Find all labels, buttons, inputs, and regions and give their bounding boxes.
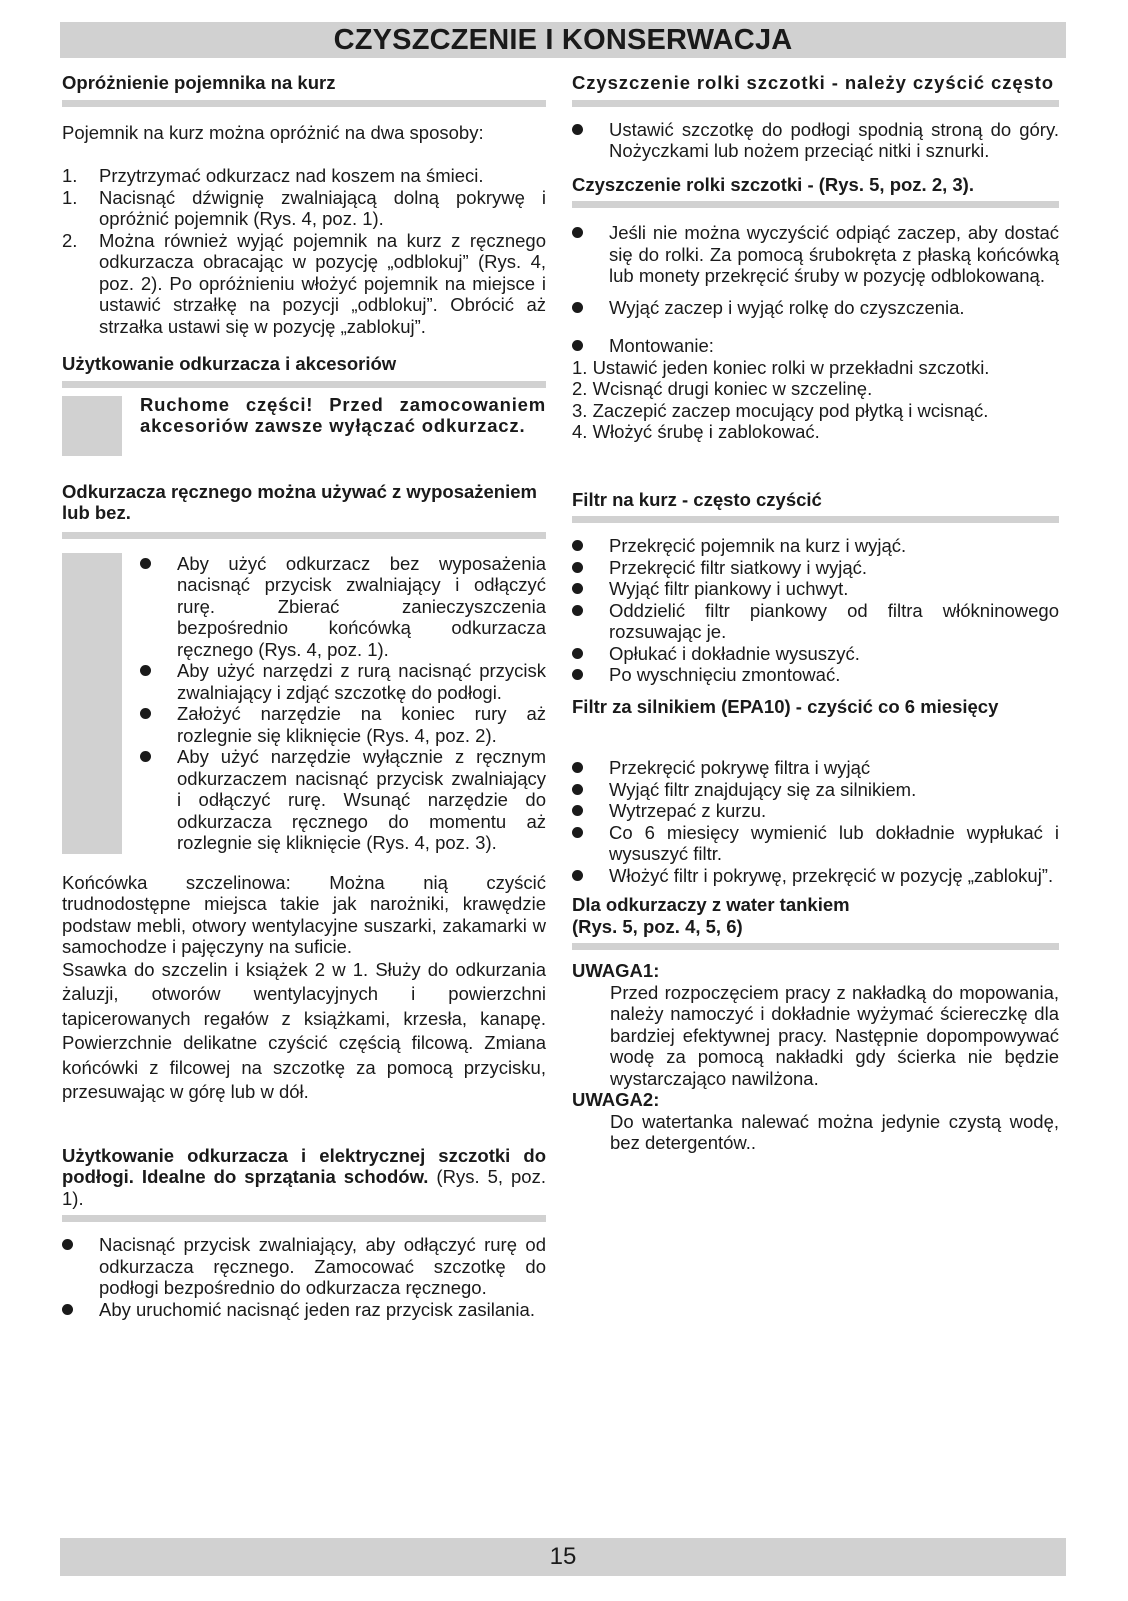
section-heading-brush-roll: Czyszczenie rolki szczotki - należy czyścić często <box>572 72 1054 93</box>
section-heading-dust-filter: Filtr na kurz - często czyścić <box>572 488 822 510</box>
note2-label: UWAGA2: <box>572 1089 660 1110</box>
list-item: Oddzielić filtr piankowy od filtra włókninowego rozsuwając je. <box>572 600 1059 643</box>
bullet-icon <box>62 1239 73 1250</box>
bullet-icon <box>572 583 583 594</box>
bullet-icon <box>62 1304 73 1315</box>
list-item: 2. Można również wyjąć pojemnik na kurz z ręcznego odkurzacza obracając w pozycję „odblokuj” (Rys. 4, poz. 2). Po opróżnieniu włożyć pojemnik na miejsce i ustawić strzałkę na pozycji „odblokuj”. Obrócić aż strzałka ustawi się w pozycję „zablokuj”. <box>62 229 546 337</box>
section-rule <box>62 100 546 107</box>
dust-steps-list <box>62 165 546 337</box>
warning-text: Ruchome części! Przed zamocowaniem akcesoriów zawsze wyłączać odkurzacz. <box>140 393 546 436</box>
section-rule <box>62 381 546 388</box>
crevice-tool-paragraph: Końcówka szczelinowa: Można nią czyścić trudnodostępne miejsca takie jak narożniki, krawędzie podstaw mebli, otwory wentylacyjne suszarki, zakamarki w samochodze i pajęczyny na suficie. <box>62 871 546 957</box>
bullet-icon <box>140 665 151 676</box>
section-rule <box>62 532 546 539</box>
section-heading-handheld: Odkurzacza ręcznego można używać z wyposażeniem lub bez. <box>62 480 537 523</box>
bullet-icon <box>572 340 583 351</box>
section-heading-dust-container: Opróżnienie pojemnika na kurz <box>62 72 336 93</box>
list-item: Przekręcić pokrywę filtra i wyjąć <box>572 757 1059 779</box>
list-item: Ustawić szczotkę do podłogi spodnią stroną do góry. Nożyczkami lub nożem przeciąć nitki i sznurki. <box>572 119 1059 162</box>
note2-text: Do watertanka nalewać można jedynie czystą wodę, bez detergentów.. <box>610 1110 1059 1153</box>
note1-label: UWAGA1: <box>572 960 660 981</box>
list-item: Przekręcić filtr siatkowy i wyjąć. <box>572 557 1059 579</box>
bullet-icon <box>572 827 583 838</box>
list-item: Przekręcić pojemnik na kurz i wyjąć. <box>572 535 1059 557</box>
dust-intro: Pojemnik na kurz można opróżnić na dwa sposoby: <box>62 121 484 143</box>
section-heading-electric-brush: Użytkowanie odkurzacza i elektrycznej szczotki do podłogi. Idealne do sprzątania schodów. (Rys. 5, poz. 1). <box>62 1144 546 1209</box>
page-title: CZYSZCZENIE I KONSERWACJA <box>333 23 793 56</box>
section-heading-motor-filter: Filtr za silnikiem (EPA10) - czyścić co 6 miesięcy <box>572 695 999 717</box>
page-number: 15 <box>549 1543 577 1570</box>
brush-roll-steps-list <box>572 222 1059 357</box>
list-item: Wyjąć filtr piankowy i uchwyt. <box>572 578 1059 600</box>
mounting-step: 3. Zaczepić zaczep mocujący pod płytką i wcisnąć. <box>572 399 989 421</box>
bullet-icon <box>572 124 583 135</box>
section-rule <box>572 943 1059 950</box>
footer-bar <box>60 1538 1066 1576</box>
list-item: 1. Nacisnąć dźwignię zwalniającą dolną pokrywę i opróżnić pojemnik (Rys. 4, poz. 1). <box>62 186 546 229</box>
warning-box <box>62 394 546 456</box>
section-heading-water-tank: Dla odkurzaczy z water tankiem <box>572 894 850 915</box>
book-nozzle-paragraph: Ssawka do szczelin i książek 2 w 1. Służy do odkurzania żaluzji, otworów wentylacyjnych i powierzchni tapicerowanych regałów z książkami, krzesła, kanapę. Powierzchnie delikatne czyścić częścią filcową. Zmiana końcówki z filcowej na szczotkę za pomocą przycisku, przesuwając w górę lub w dół. <box>62 958 546 1102</box>
list-item: Aby użyć odkurzacz bez wyposażenia nacisnąć przycisk zwalniający i odłączyć rurę. Zbierać zanieczyszczenia bezpośrednio końcówką odkurzacza ręcznego (Rys. 4, poz. 1). <box>140 553 546 661</box>
bullet-icon <box>140 558 151 569</box>
bullet-icon <box>140 708 151 719</box>
mounting-step: 1. Ustawić jeden koniec rolki w przekładni szczotki. <box>572 356 990 378</box>
list-item: Wyjąć filtr znajdujący się za silnikiem. <box>572 779 1059 801</box>
mounting-step: 2. Wcisnąć drugi koniec w szczelinę. <box>572 378 873 399</box>
list-item: Założyć narzędzie na koniec rury aż rozlegnie się kliknięcie (Rys. 4, poz. 2). <box>140 703 546 746</box>
handheld-block <box>62 553 546 854</box>
bullet-icon <box>572 762 583 773</box>
section-rule <box>572 201 1059 208</box>
section-heading-water-tank-ref: (Rys. 5, poz. 4, 5, 6) <box>572 915 743 937</box>
list-item: Włożyć filtr i pokrywę, przekręcić w pozycję „zablokuj”. <box>572 865 1059 887</box>
list-item: Co 6 miesięcy wymienić lub dokładnie wypłukać i wysuszyć filtr. <box>572 822 1059 865</box>
title-bar <box>60 22 1066 58</box>
bullet-icon <box>572 805 583 816</box>
list-item: Montowanie: <box>572 335 1059 357</box>
handheld-bullet-list <box>140 553 546 854</box>
bullet-icon <box>572 605 583 616</box>
section-heading-brush-roll-ref: Czyszczenie rolki szczotki - (Rys. 5, poz. 2, 3). <box>572 173 974 195</box>
bullet-icon <box>140 751 151 762</box>
electric-brush-bullet-list <box>62 1234 546 1320</box>
list-item: Aby uruchomić nacisnąć jeden raz przycisk zasilania. <box>62 1299 546 1321</box>
bullet-icon <box>572 302 583 313</box>
list-item: Wyjąć zaczep i wyjąć rolkę do czyszczenia. <box>572 297 1059 319</box>
section-heading-accessories: Użytkowanie odkurzacza i akcesoriów <box>62 353 397 374</box>
section-rule <box>572 516 1059 523</box>
mounting-step: 4. Włożyć śrubę i zablokować. <box>572 421 820 442</box>
note1-text: Przed rozpoczęciem pracy z nakładką do mopowania, należy namoczyć i dokładnie wyżymać ściereczkę dla bardziej efektywnej pracy. Następnie dopompowywać wodę za pomocą nakładki gdy ścierka nie będzie wystarczająco nawilżona. <box>610 981 1059 1089</box>
list-item: Opłukać i dokładnie wysuszyć. <box>572 643 1059 665</box>
motor-filter-bullet-list <box>572 757 1059 886</box>
section-rule <box>62 1215 546 1222</box>
brush-roll-bullet-list <box>572 119 1059 162</box>
list-item: Aby użyć narzędzie wyłącznie z ręcznym odkurzaczem nacisnąć przycisk zwalniający i odłączyć rurę. Wsunąć narzędzie do odkurzacza ręcznego do momentu aż rozlegnie się kliknięcie (Rys. 4, poz. 3). <box>140 746 546 854</box>
handheld-marker <box>62 553 122 854</box>
bullet-icon <box>572 669 583 680</box>
bullet-icon <box>572 227 583 238</box>
mounting-steps <box>572 357 1059 443</box>
left-column <box>62 72 546 1320</box>
bullet-icon <box>572 562 583 573</box>
bullet-icon <box>572 784 583 795</box>
list-item: Jeśli nie można wyczyścić odpiąć zaczep, aby dostać się do rolki. Za pomocą śrubokręta z płaską końcówką lub monety przekręcić śruby w pozycję odblokowaną. <box>572 222 1059 287</box>
section-rule <box>572 100 1059 107</box>
bullet-icon <box>572 648 583 659</box>
bullet-icon <box>572 540 583 551</box>
warning-marker <box>62 396 122 456</box>
list-item: Wytrzepać z kurzu. <box>572 800 1059 822</box>
list-item: Nacisnąć przycisk zwalniający, aby odłączyć rurę od odkurzacza ręcznego. Zamocować szczotkę do podłogi bezpośrednio do odkurzacza ręcznego. <box>62 1234 546 1299</box>
list-item: Po wyschnięciu zmontować. <box>572 664 1059 686</box>
list-item: 1. Przytrzymać odkurzacz nad koszem na śmieci. <box>62 165 484 186</box>
list-item: Aby użyć narzędzi z rurą nacisnąć przycisk zwalniający i zdjąć szczotkę do podłogi. <box>140 660 546 703</box>
dust-filter-bullet-list <box>572 535 1059 686</box>
right-column <box>572 72 1059 1154</box>
bullet-icon <box>572 870 583 881</box>
